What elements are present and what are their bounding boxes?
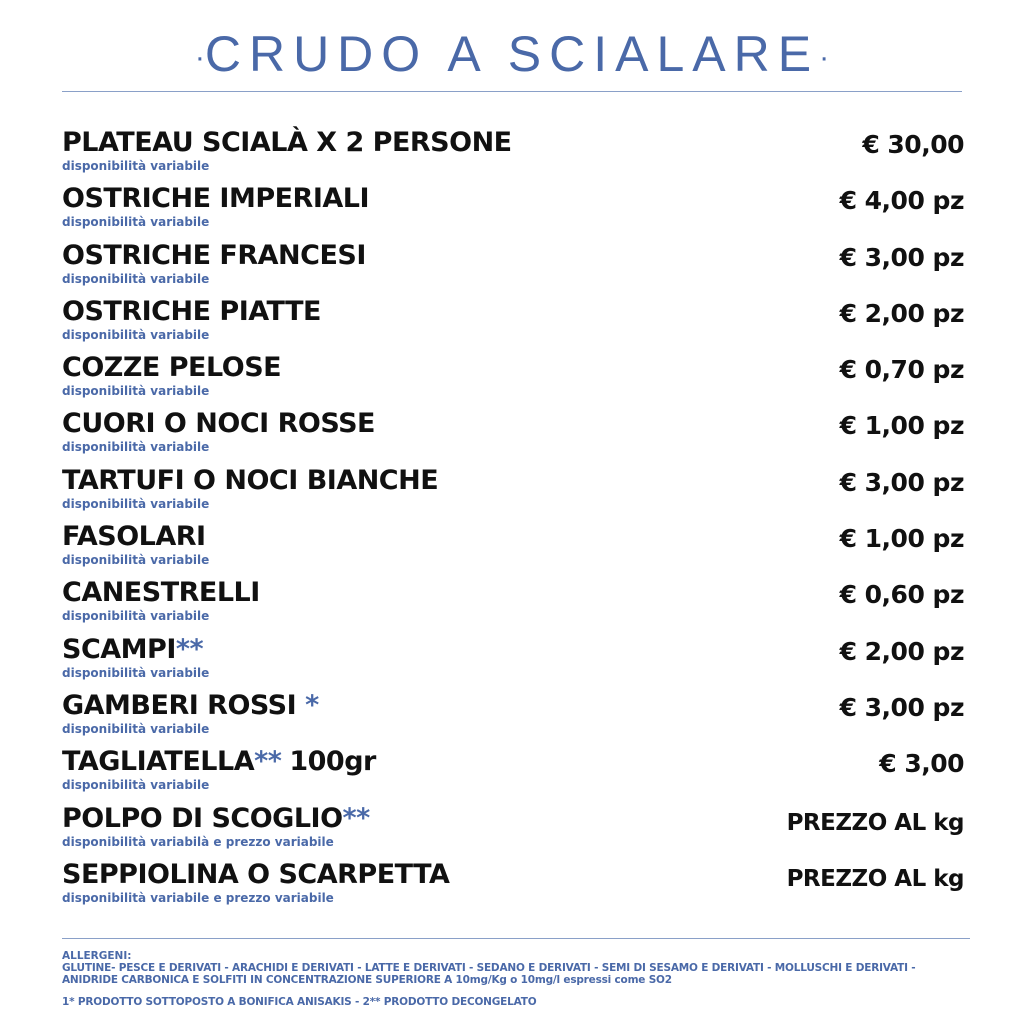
item-availability-note: disponibilità variabile bbox=[62, 496, 210, 511]
title-dot-left: · bbox=[194, 40, 205, 74]
item-name-text: FASOLARI bbox=[62, 521, 206, 553]
item-availability-note: disponibilità variabile bbox=[62, 271, 210, 286]
item-name bbox=[62, 239, 366, 273]
menu-item bbox=[62, 689, 964, 745]
item-price: € 3,00 bbox=[879, 749, 964, 779]
item-name-text: OSTRICHE PIATTE bbox=[62, 295, 321, 327]
item-name bbox=[62, 126, 512, 160]
bottom-divider bbox=[62, 938, 970, 939]
menu-item bbox=[62, 126, 964, 182]
footnote: 1* PRODOTTO SOTTOPOSTO A BONIFICA ANISAKIS - 2** PRODOTTO DECONGELATO bbox=[62, 996, 537, 1008]
item-name bbox=[62, 295, 321, 329]
item-name bbox=[62, 576, 260, 610]
menu-item bbox=[62, 464, 964, 520]
item-price: PREZZO AL kg bbox=[786, 865, 964, 892]
title-dot-right: · bbox=[819, 40, 830, 74]
item-name-text: POLPO DI SCOGLIO bbox=[62, 802, 343, 834]
item-price: € 3,00 pz bbox=[839, 692, 964, 722]
item-name bbox=[62, 182, 369, 216]
item-availability-note: disponibilità variabile bbox=[62, 215, 210, 230]
menu-item bbox=[62, 295, 964, 351]
item-name-text: OSTRICHE FRANCESI bbox=[62, 239, 366, 271]
menu-item bbox=[62, 745, 964, 801]
item-footnote-mark: ** bbox=[254, 746, 282, 778]
item-price: € 1,00 pz bbox=[839, 524, 964, 554]
menu-item bbox=[62, 858, 964, 914]
item-name-text: CUORI O NOCI ROSSE bbox=[62, 408, 375, 440]
item-availability-note: disponibilità variabilà e prezzo variabile bbox=[62, 834, 334, 849]
menu-list bbox=[62, 126, 964, 914]
item-availability-note: disponibilità variabile bbox=[62, 553, 210, 568]
item-availability-note: disponibilità variabile bbox=[62, 159, 210, 173]
item-price: € 30,00 bbox=[862, 130, 964, 159]
item-name bbox=[62, 464, 438, 498]
allergens-title: ALLERGENI: bbox=[62, 950, 132, 962]
item-name-text: COZZE PELOSE bbox=[62, 352, 282, 384]
item-availability-note: disponibilità variabile bbox=[62, 665, 210, 680]
item-name bbox=[62, 520, 206, 554]
item-price: € 1,00 pz bbox=[839, 411, 964, 441]
item-price: € 0,60 pz bbox=[839, 580, 964, 610]
top-divider bbox=[62, 91, 962, 92]
item-name bbox=[62, 407, 375, 441]
item-name-text: PLATEAU SCIALÀ X 2 PERSONE bbox=[62, 127, 512, 158]
item-price: € 2,00 pz bbox=[839, 298, 964, 328]
menu-item bbox=[62, 576, 964, 632]
item-price: PREZZO AL kg bbox=[786, 809, 964, 836]
item-name-text: TARTUFI O NOCI BIANCHE bbox=[62, 464, 439, 496]
menu-item bbox=[62, 239, 964, 295]
item-availability-note: disponibilità variabile bbox=[62, 327, 210, 342]
item-price: € 3,00 pz bbox=[839, 242, 964, 272]
item-name bbox=[62, 351, 281, 385]
item-price: € 2,00 pz bbox=[839, 636, 964, 666]
title-text: CRUDO A SCIALARE bbox=[204, 26, 820, 82]
item-name bbox=[62, 689, 319, 723]
item-name bbox=[62, 802, 370, 836]
item-availability-note: disponibilità variabile bbox=[62, 778, 210, 793]
item-availability-note: disponibilità variabile bbox=[62, 440, 210, 455]
allergens-footer bbox=[62, 950, 972, 1008]
menu-item bbox=[62, 407, 964, 463]
item-name bbox=[62, 858, 449, 892]
menu-item bbox=[62, 182, 964, 238]
item-availability-note: disponibilità variabile bbox=[62, 384, 210, 399]
menu-item bbox=[62, 520, 964, 576]
menu-item bbox=[62, 351, 964, 407]
item-name-text: TAGLIATELLA bbox=[62, 746, 255, 778]
menu-item bbox=[62, 633, 964, 689]
item-footnote-mark: ** bbox=[175, 633, 204, 665]
item-availability-note: disponibilità variabile bbox=[62, 609, 210, 624]
item-price: € 4,00 pz bbox=[839, 186, 964, 216]
item-name-text: OSTRICHE IMPERIALI bbox=[62, 183, 370, 215]
item-price: € 3,00 pz bbox=[839, 467, 964, 497]
menu-item bbox=[62, 802, 964, 858]
item-footnote-mark: * bbox=[305, 689, 319, 721]
page-title bbox=[0, 24, 1024, 88]
item-name-text: CANESTRELLI bbox=[62, 577, 260, 609]
item-quantity: 100gr bbox=[289, 746, 376, 778]
item-name bbox=[62, 745, 376, 779]
item-availability-note: disponibilità variabile bbox=[62, 721, 210, 736]
item-availability-note: disponibilità variabile e prezzo variabile bbox=[62, 890, 334, 905]
item-price: € 0,70 pz bbox=[839, 355, 964, 385]
item-name-text: SEPPIOLINA O SCARPETTA bbox=[62, 858, 450, 890]
item-name-text: GAMBERI ROSSI bbox=[62, 689, 306, 721]
item-footnote-mark: ** bbox=[342, 802, 370, 834]
item-name bbox=[62, 633, 203, 667]
allergens-text: GLUTINE- PESCE E DERIVATI - ARACHIDI E DERIVATI - LATTE E DERIVATI - SEDANO E DERIVATI - SEMI DI SESAMO E DERIVATI - MOLLUSCHI E DERIVATI - ANIDRIDE CARBONICA E SOLFITI IN CONCENTRAZIONE SUPERIORE A 10mg/Kg o 10mg/l espressi come SO2 bbox=[62, 962, 916, 986]
item-name-text: SCAMPI bbox=[62, 633, 176, 665]
